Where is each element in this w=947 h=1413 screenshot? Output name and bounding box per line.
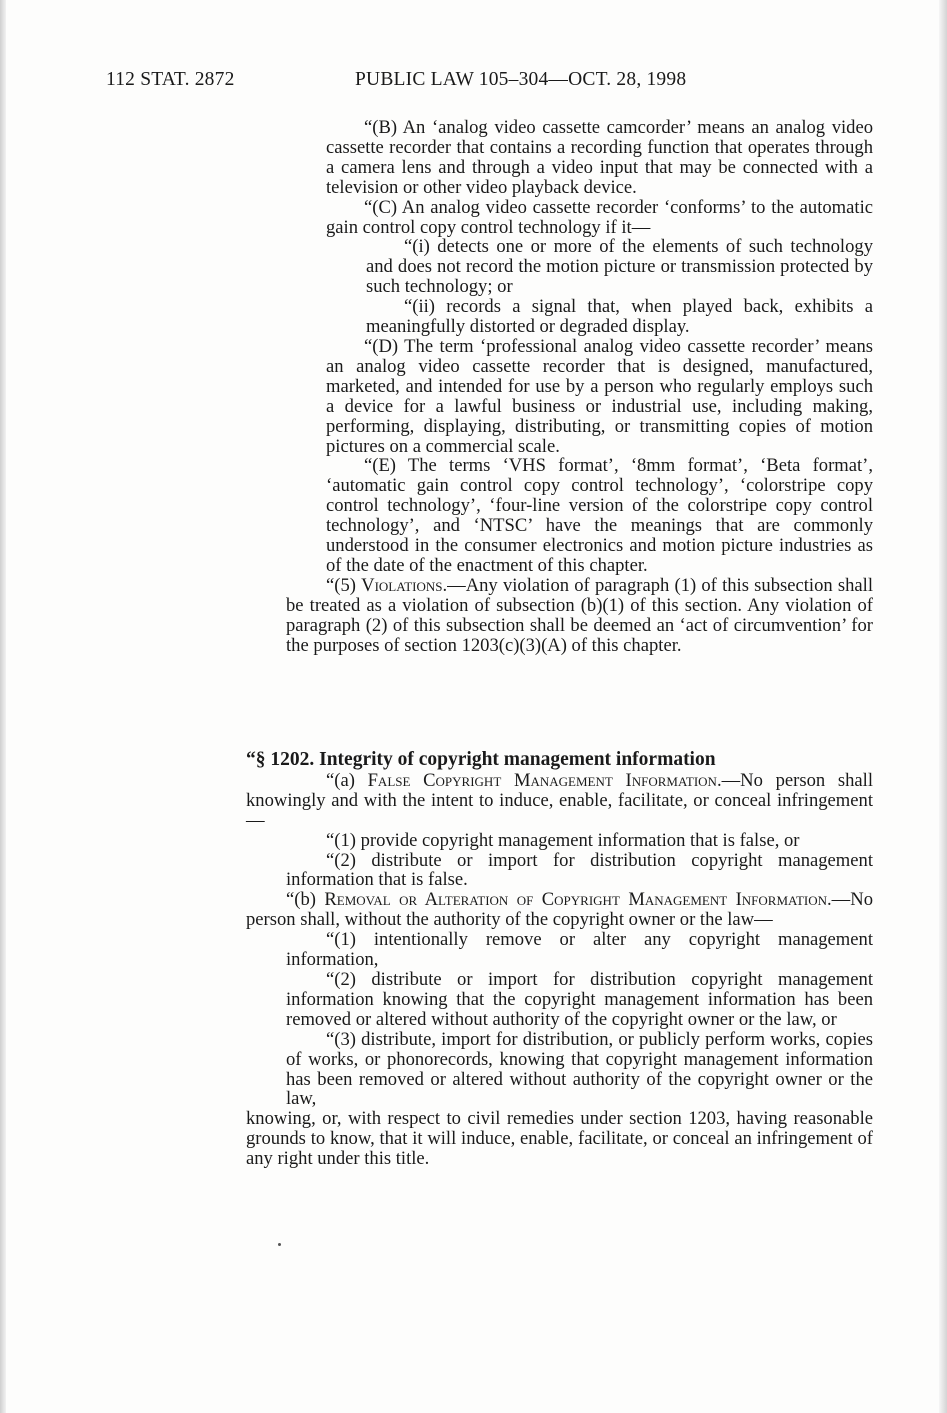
- subsection-b-caption: Removal or Alteration of Copyright Management Information: [324, 889, 828, 911]
- scan-speck: [278, 1243, 281, 1246]
- section-heading: “§ 1202. Integrity of copyright management information: [246, 749, 716, 770]
- paragraph-d: [246, 337, 873, 456]
- scan-left-edge: [0, 0, 6, 1413]
- paragraph-5-violations: [246, 576, 873, 656]
- subsection-b-3: “(3) distribute, import for distribution, or publicly perform works, copies of works, or phonorecords, knowing that copyright management information has been removed or altered without authority of the copyright owner or the law,: [286, 1028, 873, 1110]
- clause-c-ii: [246, 297, 873, 337]
- subsection-b-text: .—No person shall, without the authority of the copyright owner or the law—: [246, 889, 873, 931]
- paragraph-5-text: .—Any violation of paragraph (1) of this subsection shall be treated as a violation of subsection (b)(1) of this section. Any violation of paragraph (2) of this subsection shall be deemed an ‘act of circumvention’ for the purposes of section 1203(c)(3)(A) of this chapter.: [286, 574, 873, 656]
- subsection-b-tail: knowing, or, with respect to civil remedies under section 1203, having reasonable grounds to know, that it will induce, enable, facilitate, or conceal an infringement of any right under this title.: [246, 1108, 873, 1170]
- subsection-a-1: “(1) provide copyright management information that is false, or: [326, 829, 800, 851]
- page-header: [106, 69, 876, 93]
- section-1202: [246, 750, 873, 1169]
- paragraph-d-text: “(D) The term ‘professional analog video cassette recorder’ means an analog video cassette recorder that is designed, manufactured, marketed, and intended for use by a person who regularly employs such a device for a lawful business or industrial use, including making, performing, displaying, distributing, or transmitting copies of motion pictures on a commercial scale.: [326, 335, 873, 457]
- clause-c-ii-text: “(ii) records a signal that, when played back, exhibits a meaningfully distorted or degraded display.: [366, 296, 873, 338]
- subsection-b-2: “(2) distribute or import for distribution copyright management information knowing that the copyright management information has been removed or altered without authority of the copyright owner or the law, or: [286, 968, 873, 1030]
- paragraph-e: [246, 456, 873, 575]
- subsection-a-2: “(2) distribute or import for distribution copyright management information that is false.: [286, 849, 873, 891]
- subsection-b-1: “(1) intentionally remove or alter any copyright management information,: [286, 929, 873, 971]
- subsection-a-number: “(a): [326, 769, 368, 791]
- paragraph-c: [246, 198, 873, 238]
- paragraph-b-text: “(B) An ‘analog video cassette camcorder’ means an analog video cassette recorder that contains a recording function that operates through a camera lens and through a video input that may be connected with a television or other video playback device.: [326, 117, 873, 198]
- clause-c-i-text: “(i) detects one or more of the elements of such technology and does not record the motion picture or transmission protected by such technology; or: [366, 236, 873, 298]
- scan-right-edge: [939, 0, 947, 1413]
- subsection-a: [246, 771, 873, 831]
- stat-page-number: 112 STAT. 2872: [106, 69, 235, 90]
- clause-c-i: [246, 237, 873, 297]
- paragraph-e-text: “(E) The terms ‘VHS format’, ‘8mm format’, ‘Beta format’, ‘automatic gain control copy control technology’, ‘colorstripe copy control technology’, ‘four-line version of the colorstripe copy control technology’, and ‘NTSC’ have the meanings that are commonly understood in the consumer electronics and motion picture industries as of the date of the enactment of this chapter.: [326, 455, 873, 576]
- paragraph-b: [246, 118, 873, 198]
- paragraph-c-text: “(C) An analog video cassette recorder ‘conforms’ to the automatic gain control copy control technology if it—: [326, 196, 873, 238]
- subsection-a-text: .—No person shall knowingly and with the intent to induce, enable, facilitate, or conceal infringement—: [246, 769, 873, 831]
- subsection-b: [246, 890, 873, 930]
- public-law-citation: PUBLIC LAW 105–304—OCT. 28, 1998: [355, 69, 687, 90]
- subsection-a-caption: False Copyright Management Information: [367, 769, 717, 791]
- subsection-b-number: “(b): [286, 889, 325, 911]
- paragraph-5-caption: Violations: [361, 574, 443, 596]
- paragraph-5-number: “(5): [326, 574, 362, 596]
- statute-text: [246, 118, 873, 655]
